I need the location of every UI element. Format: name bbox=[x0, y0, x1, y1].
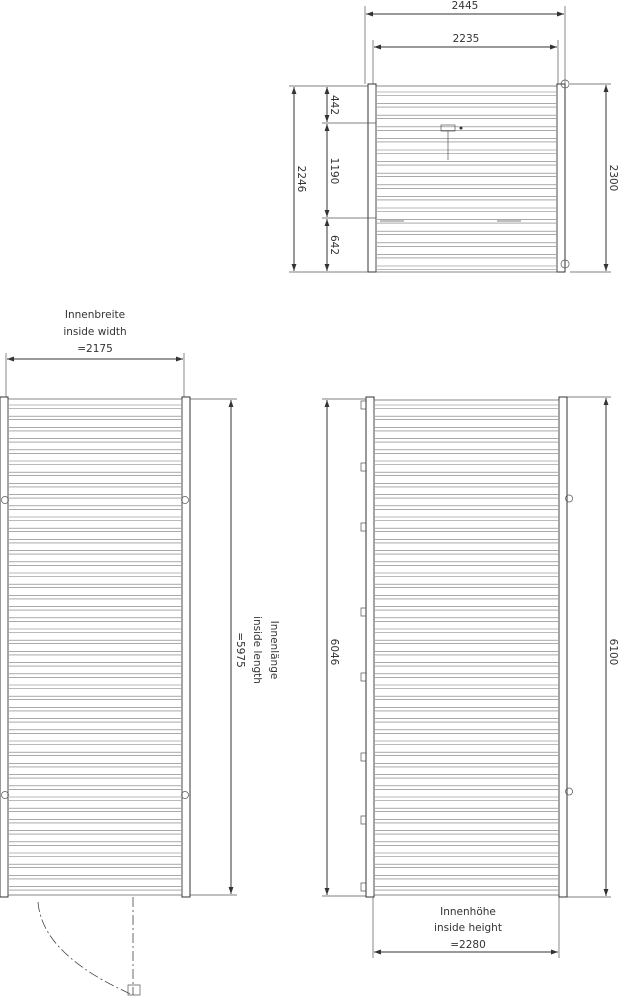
inside-length-label-en: inside length bbox=[251, 616, 263, 684]
dim-segment-top: 442 bbox=[328, 94, 340, 116]
side-wall-panel bbox=[374, 400, 559, 895]
top-right-wall bbox=[182, 397, 190, 897]
inside-width-value: =2175 bbox=[77, 343, 113, 355]
front-right-post bbox=[557, 84, 565, 272]
inside-height-label-en: inside height bbox=[434, 922, 502, 934]
door-lock-knob bbox=[460, 127, 463, 130]
fork-pocket-bracket bbox=[361, 883, 366, 891]
lifting-point-icon bbox=[2, 497, 9, 504]
fork-pocket-bracket bbox=[361, 816, 366, 824]
side-right-frame bbox=[559, 397, 567, 897]
front-door-ribs bbox=[377, 92, 556, 270]
inside-width-label-en: inside width bbox=[63, 326, 127, 338]
inside-height-label-de: Innenhöhe bbox=[440, 906, 496, 918]
fork-pocket-bracket bbox=[361, 463, 366, 471]
dim-overall-width: 2445 bbox=[451, 0, 479, 12]
side-wall-ribs bbox=[375, 405, 558, 890]
front-left-post bbox=[368, 84, 376, 272]
lifting-point-icon bbox=[182, 792, 189, 799]
fork-pocket-bracket bbox=[361, 608, 366, 616]
fork-pocket-bracket bbox=[361, 523, 366, 531]
top-view bbox=[0, 309, 280, 995]
door-swing-arc bbox=[38, 902, 133, 995]
front-view bbox=[289, 0, 619, 272]
inside-length-label-de: Innenlänge bbox=[268, 620, 280, 680]
side-fork-pockets bbox=[361, 401, 366, 891]
dim-door-height-inner: 2246 bbox=[295, 165, 307, 193]
dim-outer-length: 6100 bbox=[607, 638, 619, 666]
dim-inner-length: 6046 bbox=[328, 638, 340, 666]
inside-length-value: =5975 bbox=[234, 632, 246, 668]
inside-height-value: =2280 bbox=[450, 939, 486, 951]
inside-width-label-de: Innenbreite bbox=[64, 309, 126, 321]
lifting-point-icon bbox=[2, 792, 9, 799]
dim-segment-bottom: 642 bbox=[328, 234, 340, 256]
dim-door-width: 2235 bbox=[452, 33, 480, 45]
front-door-panel bbox=[376, 86, 557, 272]
dim-segment-middle: 1190 bbox=[328, 157, 340, 185]
top-roof-ribs bbox=[9, 405, 181, 890]
dim-door-height-outer: 2300 bbox=[607, 164, 619, 192]
side-view bbox=[322, 397, 619, 958]
fork-pocket-bracket bbox=[361, 673, 366, 681]
top-roof-panel bbox=[8, 399, 182, 895]
fork-pocket-bracket bbox=[361, 401, 366, 409]
lifting-point-icon bbox=[182, 497, 189, 504]
top-left-wall bbox=[0, 397, 8, 897]
side-left-frame bbox=[366, 397, 374, 897]
fork-pocket-bracket bbox=[361, 753, 366, 761]
